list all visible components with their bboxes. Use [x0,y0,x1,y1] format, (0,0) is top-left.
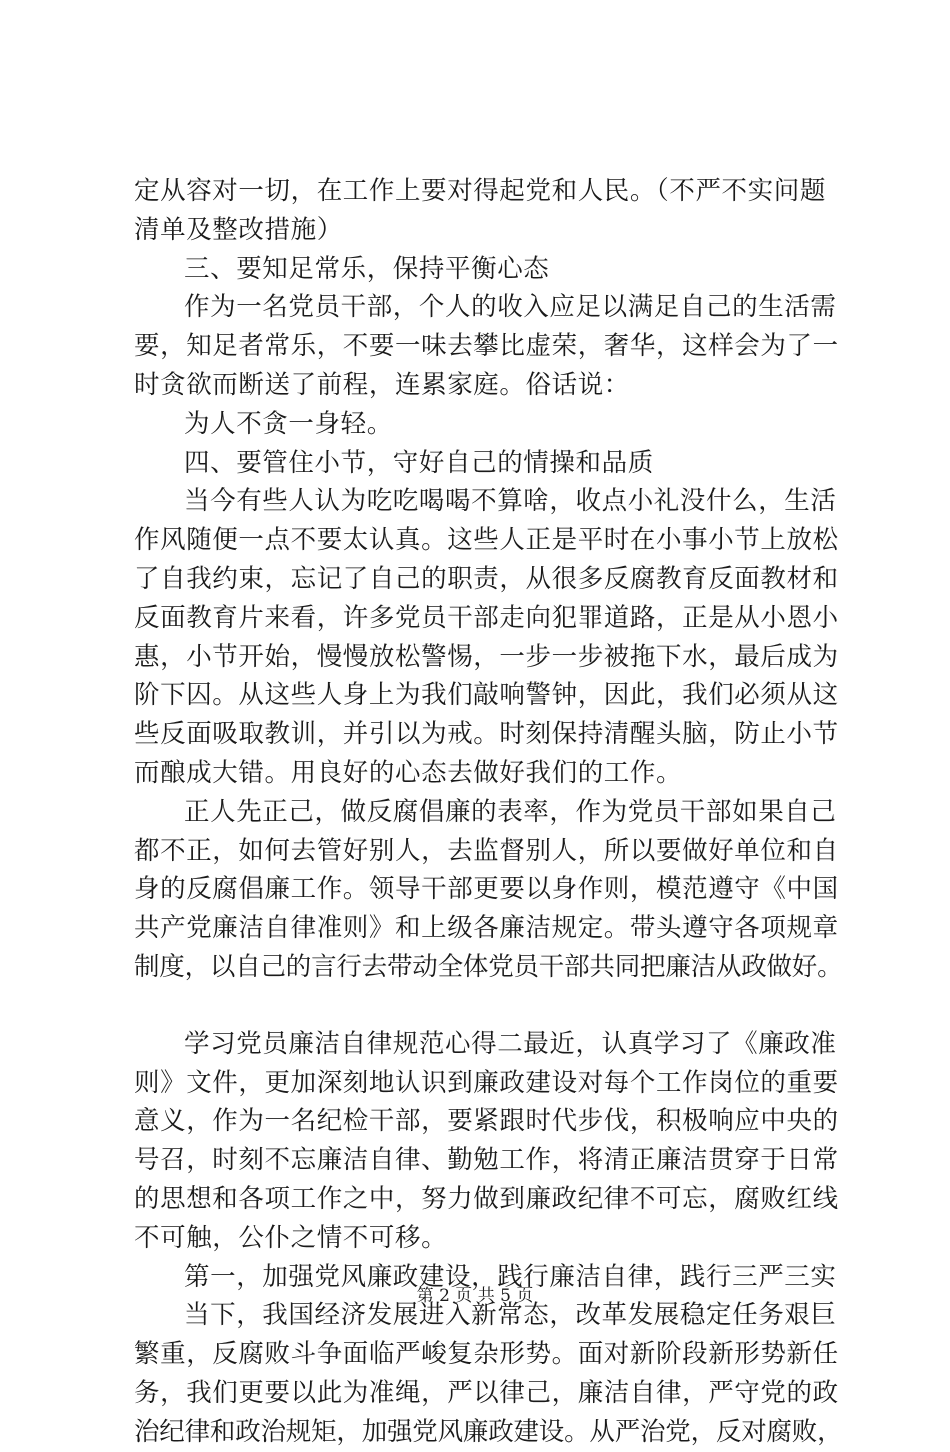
text-line: 清单及整改措施） [134,214,343,245]
text-line: 务，我们更要以此为准绳，严以律己，廉洁自律，严守党的政 [134,1377,839,1408]
section-heading: 四、要管住小节，守好自己的情操和品质 [184,447,654,478]
text-line: 当下，我国经济发展进入新常态，改革发展稳定任务艰巨 [184,1300,837,1331]
text-line: 制度，以自己的言行去带动全体党员干部共同把廉洁从政做好。 [134,951,843,982]
text-line: 正人先正己，做反腐倡廉的表率，作为党员干部如果自己 [184,796,837,827]
text-line: 时贪欲而断送了前程，连累家庭。俗话说： [134,369,630,400]
text-line: 号召，时刻不忘廉洁自律、勤勉工作，将清正廉洁贯穿于日常 [134,1145,839,1176]
text-line: 要，知足者常乐，不要一味去攀比虚荣，奢华，这样会为了一 [134,331,839,362]
text-line: 都不正，如何去管好别人，去监督别人，所以要做好单位和自 [134,835,839,866]
text-line: 学习党员廉洁自律规范心得二最近，认真学习了《廉政准 [184,1028,837,1059]
text-line: 些反面吸取教训，并引以为戒。时刻保持清醒头脑，防止小节 [134,719,839,750]
section-heading: 第一，加强党风廉政建设，践行廉洁自律，践行三严三实 [184,1261,837,1292]
text-line: 作为一名党员干部，个人的收入应足以满足自己的生活需 [184,292,837,323]
text-line: 不可触，公仆之情不可移。 [134,1222,448,1253]
text-line: 治纪律和政治规矩，加强党风廉政建设。从严治党，反对腐败， [134,1416,843,1447]
text-line: 定从容对一切，在工作上要对得起党和人民。（不严不实问题 [134,176,826,206]
text-line: 共产党廉洁自律准则》和上级各廉洁规定。带头遵守各项规章 [134,913,839,944]
page-footer [0,1285,950,1307]
text-line: 了自我约束，忘记了自己的职责，从很多反腐教育反面教材和 [134,563,839,594]
text-line: 为人不贪一身轻。 [184,408,393,439]
text-line: 而酿成大错。用良好的心态去做好我们的工作。 [134,757,683,788]
text-line: 反面教育片来看，许多党员干部走向犯罪道路，正是从小恩小 [134,602,839,633]
text-line: 惠，小节开始，慢慢放松警惕，一步一步被拖下水，最后成为 [134,641,839,672]
page-number: 第 2 页 共 5 页 [416,1286,534,1306]
document-body [134,172,843,1452]
text-line: 当今有些人认为吃吃喝喝不算啥，收点小礼没什么，生活 [184,486,837,517]
text-line: 作风随便一点不要太认真。这些人正是平时在小事小节上放松 [134,525,839,556]
text-line: 阶下囚。从这些人身上为我们敲响警钟，因此，我们必须从这 [134,680,839,711]
section-heading: 三、要知足常乐，保持平衡心态 [184,253,550,284]
text-line: 的思想和各项工作之中，努力做到廉政纪律不可忘，腐败红线 [134,1183,839,1214]
text-line: 繁重，反腐败斗争面临严峻复杂形势。面对新阶段新形势新任 [134,1339,839,1370]
text-line: 身的反腐倡廉工作。领导干部更要以身作则，模范遵守《中国 [134,874,839,905]
text-line: 则》文件，更加深刻地认识到廉政建设对每个工作岗位的重要 [134,1067,839,1098]
text-line: 意义，作为一名纪检干部，要紧跟时代步伐，积极响应中央的 [134,1106,839,1137]
